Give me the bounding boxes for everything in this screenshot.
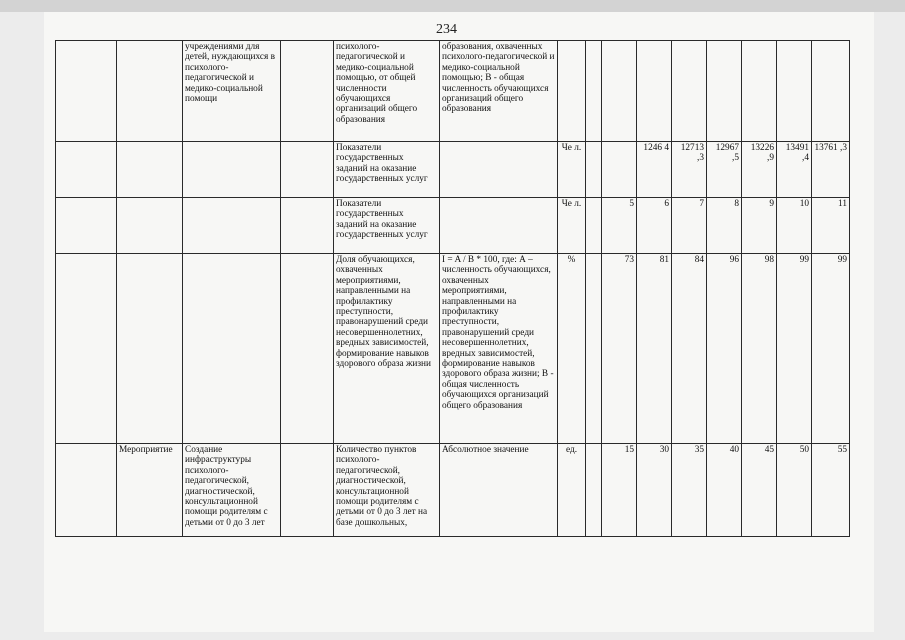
cell-value: 30 bbox=[637, 444, 672, 537]
cell-value: 13491 ,4 bbox=[777, 142, 812, 198]
cell-formula bbox=[440, 198, 558, 254]
cell-unit: % bbox=[558, 254, 586, 444]
cell-type: Мероприятие bbox=[117, 444, 183, 537]
cell-type bbox=[117, 254, 183, 444]
cell-value: 13226 ,9 bbox=[742, 142, 777, 198]
cell-value: 12713 ,3 bbox=[672, 142, 707, 198]
cell-value bbox=[602, 41, 637, 142]
cell-type bbox=[117, 198, 183, 254]
cell-value: 11 bbox=[812, 198, 850, 254]
cell-value: 50 bbox=[777, 444, 812, 537]
cell-value: 15 bbox=[602, 444, 637, 537]
page-number: 234 bbox=[436, 22, 457, 37]
cell-value: 12967 ,5 bbox=[707, 142, 742, 198]
cell-value bbox=[602, 142, 637, 198]
cell-value: 55 bbox=[812, 444, 850, 537]
cell-value: 8 bbox=[707, 198, 742, 254]
cell-unit: Че л. bbox=[558, 142, 586, 198]
cell-name: учреждениями для детей, нуждающихся в психолого-педагогической и медико-социальной помощи bbox=[183, 41, 281, 142]
cell-value: 99 bbox=[812, 254, 850, 444]
cell-value: 1246 4 bbox=[637, 142, 672, 198]
cell-value: 5 bbox=[602, 198, 637, 254]
cell-value bbox=[637, 41, 672, 142]
cell-value: 81 bbox=[637, 254, 672, 444]
cell-value: 99 bbox=[777, 254, 812, 444]
cell-value: 10 bbox=[777, 198, 812, 254]
table-row bbox=[56, 254, 850, 444]
cell-value: 45 bbox=[742, 444, 777, 537]
cell-type bbox=[117, 41, 183, 142]
cell-indicator: Показатели государственных заданий на оказание государственных услуг bbox=[334, 142, 440, 198]
cell-formula: образования, охваченных психолого-педагогической и медико-социальной помощью; В - общая численность обучающихся организаций общего образования bbox=[440, 41, 558, 142]
cell-value bbox=[707, 41, 742, 142]
cell-formula bbox=[440, 142, 558, 198]
cell-unit: Че л. bbox=[558, 198, 586, 254]
cell-name bbox=[183, 198, 281, 254]
cell-name bbox=[183, 142, 281, 198]
cell-value: 13761 ,3 bbox=[812, 142, 850, 198]
cell-unit bbox=[558, 41, 586, 142]
cell-name bbox=[183, 254, 281, 444]
cell-type bbox=[117, 142, 183, 198]
cell-value bbox=[672, 41, 707, 142]
cell-formula: I = A / B * 100, где: А – численность обучающихся, охваченных мероприятиями, направленными на профилактику преступности, правонарушений среди несовершеннолетних, вредных зависимостей, формирование навыков здорового образа жизни; В - общая численность обучающихся организаций общего образования bbox=[440, 254, 558, 444]
cell-unit: ед. bbox=[558, 444, 586, 537]
cell-indicator: Доля обучающихся, охваченных мероприятиями, направленными на профилактику преступности, правонарушений среди несовершеннолетних, вредных зависимостей, формирование навыков здорового образа жизни bbox=[334, 254, 440, 444]
cell-value: 96 bbox=[707, 254, 742, 444]
cell-value: 35 bbox=[672, 444, 707, 537]
cell-value: 7 bbox=[672, 198, 707, 254]
cell-value: 98 bbox=[742, 254, 777, 444]
cell-formula: Абсолютное значение bbox=[440, 444, 558, 537]
cell-indicator: психолого-педагогической и медико-социальной помощью, от общей численности обучающихся организаций общего образования bbox=[334, 41, 440, 142]
cell-value bbox=[777, 41, 812, 142]
table-row bbox=[56, 444, 850, 537]
indicator-table bbox=[55, 40, 850, 537]
table-row bbox=[56, 198, 850, 254]
cell-value: 9 bbox=[742, 198, 777, 254]
scan-top-band bbox=[0, 0, 905, 12]
table-row bbox=[56, 41, 850, 142]
cell-indicator: Количество пунктов психолого-педагогической, диагностической, консультационной помощи родителям с детьми от 0 до 3 лет на базе дошкольных, bbox=[334, 444, 440, 537]
table-row bbox=[56, 142, 850, 198]
cell-name: Создание инфраструктуры психолого-педагогической, диагностической, консультационной помощи родителям с детьми от 0 до 3 лет bbox=[183, 444, 281, 537]
cell-value: 6 bbox=[637, 198, 672, 254]
cell-value: 40 bbox=[707, 444, 742, 537]
cell-value bbox=[812, 41, 850, 142]
cell-value bbox=[742, 41, 777, 142]
cell-value: 84 bbox=[672, 254, 707, 444]
cell-indicator: Показатели государственных заданий на оказание государственных услуг bbox=[334, 198, 440, 254]
cell-value: 73 bbox=[602, 254, 637, 444]
